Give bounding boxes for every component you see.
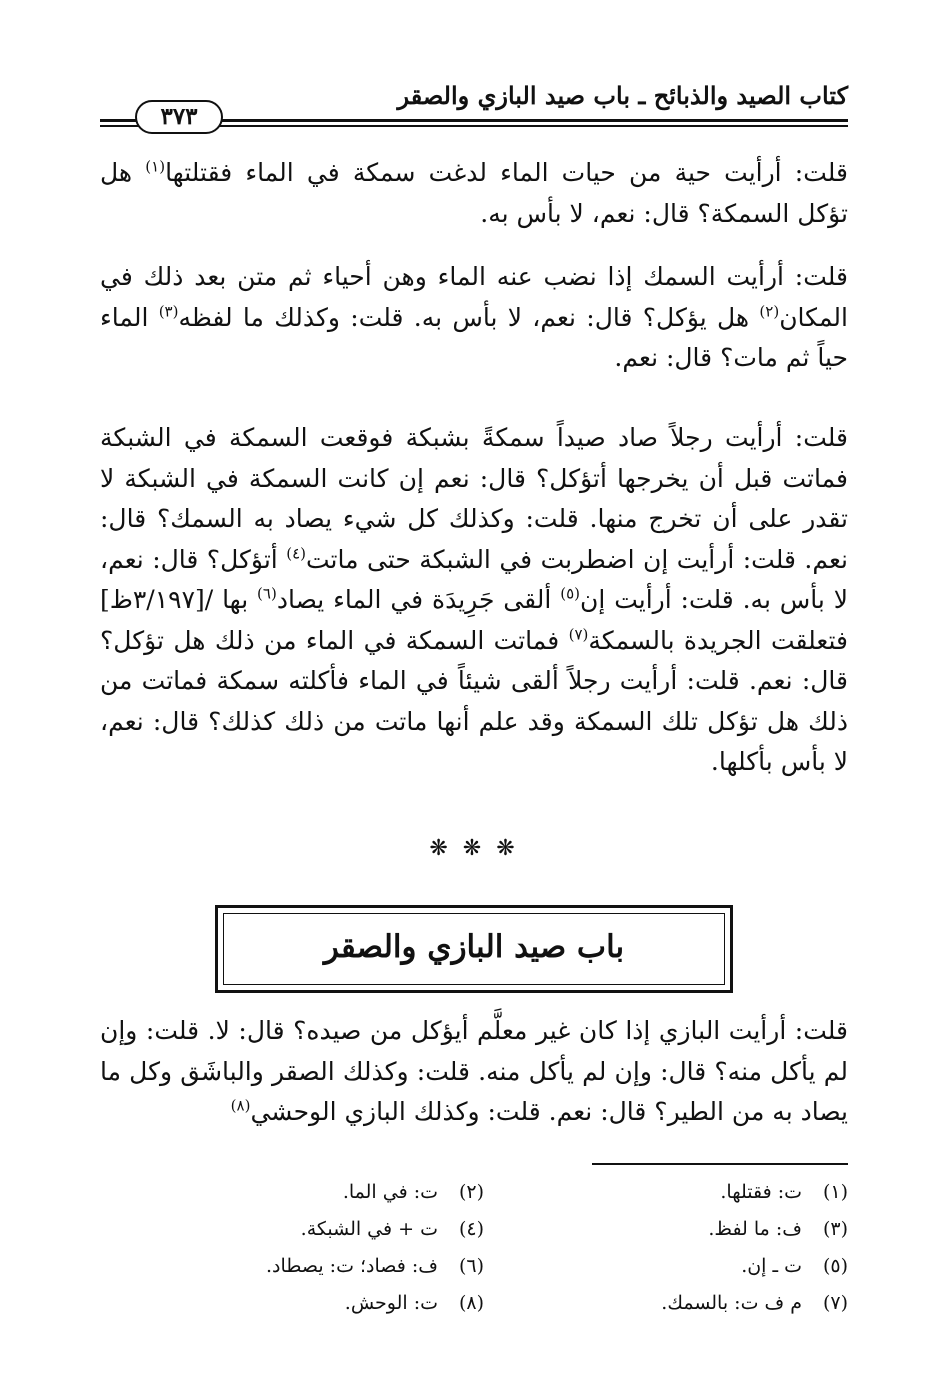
text-run: قلت: أرأيت السمك إذا نضب عنه الماء وهن أحياء ثم متن بعد ذلك في المكان [100, 262, 848, 332]
footnote-number: (٦) [458, 1255, 484, 1277]
footnote [484, 1287, 848, 1320]
footnote-reference[interactable]: (٣) [158, 302, 179, 321]
footnote-rule [592, 1163, 848, 1165]
footnote [484, 1176, 848, 1209]
footnote-text: ف: فصاد؛ ت: يصطاد. [266, 1255, 438, 1277]
footnote-number: (٢) [458, 1181, 484, 1203]
section-separator: ❋ ❋ ❋ [429, 836, 519, 861]
footnote-text: ت ـ إن. [741, 1255, 802, 1277]
text-run: أتؤكل؟ قال: نعم، لا بأس به. قلت: أرأيت إن [100, 544, 849, 614]
footnote-text: ت: في الما. [342, 1181, 438, 1203]
text-run: الماء حياً ثم مات؟ قال: نعم. [100, 302, 848, 372]
paragraph [100, 153, 848, 234]
footnote-text: ت: الوحش. [344, 1292, 438, 1314]
running-title: كتاب الصيد والذبائح ـ باب صيد البازي والصقر [397, 81, 848, 110]
chapter-heading-frame [215, 905, 733, 993]
footnote [120, 1213, 484, 1246]
footnote-text: ت + في الشبكة. [300, 1218, 438, 1240]
paragraph [100, 418, 848, 783]
text-run: هل تؤكل السمكة؟ قال: نعم، لا بأس به. [100, 158, 848, 228]
footnote [120, 1287, 484, 1320]
text-run: قلت: أرأيت رجلاً صاد صيداً سمكةً بشبكة فوقعت السمكة في الشبكة فماتت قبل أن يخرجها أتؤكل؟ قال: نعم إن كانت السمكة في الشبكة لا تقدر على أن تخرج منها. قلت: وكذلك كل شيء يصاد به السمك؟ قال: نعم. قلت: أرأيت إن اضطربت في الشبكة حتى ماتت [100, 423, 848, 574]
footnote-number: (٣) [822, 1218, 848, 1240]
footnote-reference[interactable]: (٦) [257, 584, 277, 603]
footnote [120, 1176, 484, 1209]
footnote-reference[interactable]: (٤) [286, 544, 306, 563]
footnote-reference[interactable]: (٢) [759, 302, 780, 321]
paragraph [100, 257, 848, 379]
footnote-reference[interactable]: (٧) [568, 625, 589, 644]
footnote [484, 1250, 848, 1283]
footnote-number: (١) [822, 1181, 848, 1203]
paragraph [100, 1011, 848, 1133]
footnote-reference[interactable]: (٨) [230, 1096, 251, 1115]
footnote-number: (٨) [458, 1292, 484, 1314]
footnote-number: (٥) [822, 1255, 848, 1277]
text-run: ألقى جَرِيدَة في الماء يصاد [276, 585, 561, 614]
page-number: ٣٧٣ [135, 100, 223, 134]
footnote-text: م ف ت: بالسمك. [661, 1292, 802, 1314]
chapter-heading: باب صيد البازي والصقر [323, 929, 625, 965]
text-run: هل يؤكل؟ قال: نعم، لا بأس به. قلت: وكذلك ما لفظه [178, 302, 760, 332]
footnote-reference[interactable]: (٥) [560, 584, 581, 603]
footnote [484, 1213, 848, 1246]
footnote-reference[interactable]: (١) [145, 157, 166, 176]
footnote-text: ف: ما لفظ. [708, 1218, 802, 1240]
text-run: بها /[٣/١٩٧ظ] فتعلقت الجريدة بالسمكة [100, 585, 848, 655]
text-run: فماتت السمكة في الماء من ذلك هل تؤكل؟ قال: نعم. قلت: أرأيت رجلاً ألقى شيئاً في الماء فأكلته سمكة فماتت من ذلك هل تؤكل تلك السمكة وقد علم أنها ماتت من ذلك كذلك؟ قال: نعم، لا بأس بأكلها. [100, 625, 848, 776]
footnotes [120, 1176, 848, 1320]
footnote-text: ت: فقتلها. [720, 1181, 802, 1203]
text-run: قلت: أرأيت حية من حيات الماء لدغت سمكة في الماء فقتلتها [165, 158, 848, 187]
footnote [120, 1250, 484, 1283]
footnote-number: (٤) [458, 1218, 484, 1240]
text-run: قلت: أرأيت البازي إذا كان غير معلَّم أيؤكل من صيده؟ قال: لا. قلت: وإن لم يأكل منه؟ قال: وإن لم يأكل منه. قلت: وكذلك الصقر والباشَق وكل ما يصاد به من الطير؟ قال: نعم. قلت: وكذلك البازي الوحشي [100, 1016, 848, 1126]
footnote-number: (٧) [822, 1292, 848, 1314]
